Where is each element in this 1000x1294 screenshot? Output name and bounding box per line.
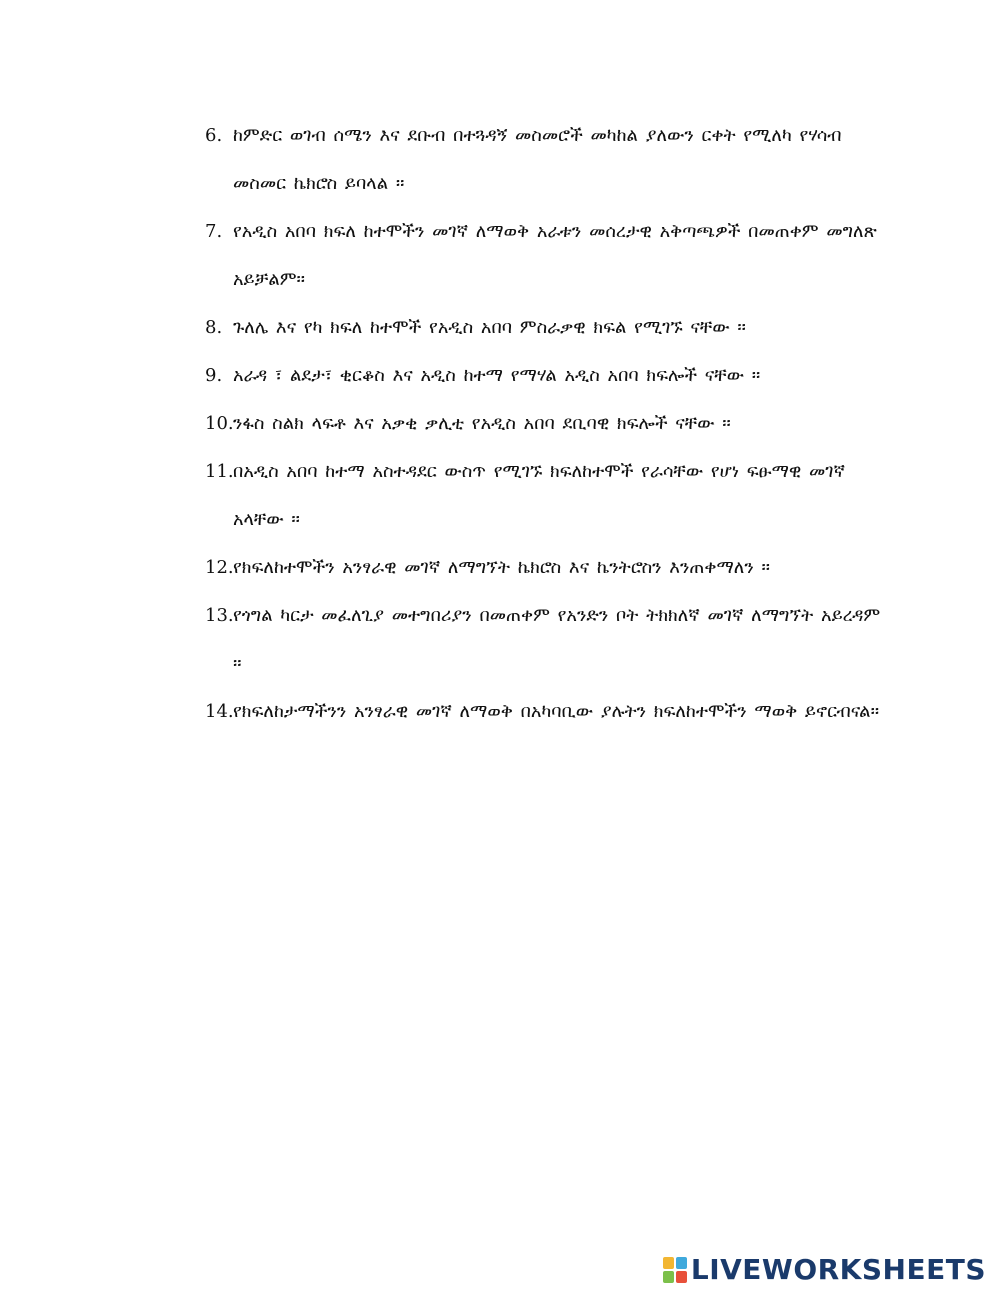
statement-item (205, 688, 895, 736)
statement-number: 13. (205, 605, 234, 626)
logo-tile (663, 1257, 674, 1269)
statement-number: 9. (205, 365, 223, 386)
statement-number: 12. (205, 557, 234, 578)
brand-name: LIVEWORKSHEETS (690, 1253, 986, 1286)
statement-item (205, 592, 895, 688)
liveworksheets-logo-icon (663, 1257, 687, 1283)
liveworksheets-brand (663, 1253, 986, 1286)
statement-number: 11. (205, 461, 234, 482)
statement-item (205, 544, 895, 592)
logo-tile (676, 1257, 687, 1269)
statement-text: ከምድር ወገብ ሰሜን እና ደቡብ በተጓዳኝ መስመሮች መካከል ያለውን ርቀት የሚለካ የሃሳብ መስመር ኬክሮስ ይባላል ፡፡ (233, 125, 842, 194)
statement-item (205, 304, 895, 352)
statement-text: የክፍለከታማችንን አንፃራዊ መገኛ ለማወቅ በአካባቢው ያሉትን ክፍለከተሞችን ማወቅ ይኖርብናል፡፡ (233, 701, 880, 722)
statement-item (205, 448, 895, 544)
logo-tile (676, 1271, 687, 1283)
statement-text: በአዲስ አበባ ከተማ አስተዳደር ውስጥ የሚገኙ ክፍለከተሞች የራሳቸው የሆነ ፍፁማዊ መገኛ አላቸው ፡፡ (233, 461, 845, 530)
statement-text: የክፍለከተሞችን አንፃራዊ መገኛ ለማግኘት ኬክሮስ እና ኬንትሮስን እንጠቀማለን ፡፡ (233, 557, 770, 578)
statement-number: 10. (205, 413, 234, 434)
statement-item (205, 208, 895, 304)
statement-text: የጎግል ካርታ መፈለጊያ መተግበሪያን በመጠቀም የአንድን ቦት ትክክለኛ መገኛ ለማግኘት አይረዳም ፡፡ (233, 605, 881, 674)
statement-text: አራዳ ፣ ልደታ፣ ቂርቆስ እና አዲስ ከተማ የማሃል አዲስ አበባ ክፍሎች ናቸው ፡፡ (233, 365, 761, 386)
statement-number: 14. (205, 701, 234, 722)
statement-item (205, 400, 895, 448)
statement-number: 7. (205, 221, 223, 242)
statement-text: ጉለሌ እና የካ ክፍለ ከተሞች የአዲስ አበባ ምስራቃዊ ክፍል የሚገኙ ናቸው ፡፡ (233, 317, 746, 338)
logo-tile (663, 1271, 674, 1283)
statement-text: ንፋስ ስልክ ላፍቶ እና አቃቂ ቃሊቲ የአዲስ አበባ ደቢባዊ ክፍሎች ናቸው ፡፡ (233, 413, 731, 434)
worksheet-body (205, 112, 895, 736)
statement-item (205, 352, 895, 400)
statement-item (205, 112, 895, 208)
statement-number: 8. (205, 317, 223, 338)
statement-text: የአዲስ አበባ ክፍለ ከተሞችን መገኛ ለማወቅ አራቱን መሰረታዊ አቅጣጫዎች በመጠቀም መግለጽ አይቻልም፡፡ (233, 221, 877, 290)
statement-number: 6. (205, 125, 223, 146)
